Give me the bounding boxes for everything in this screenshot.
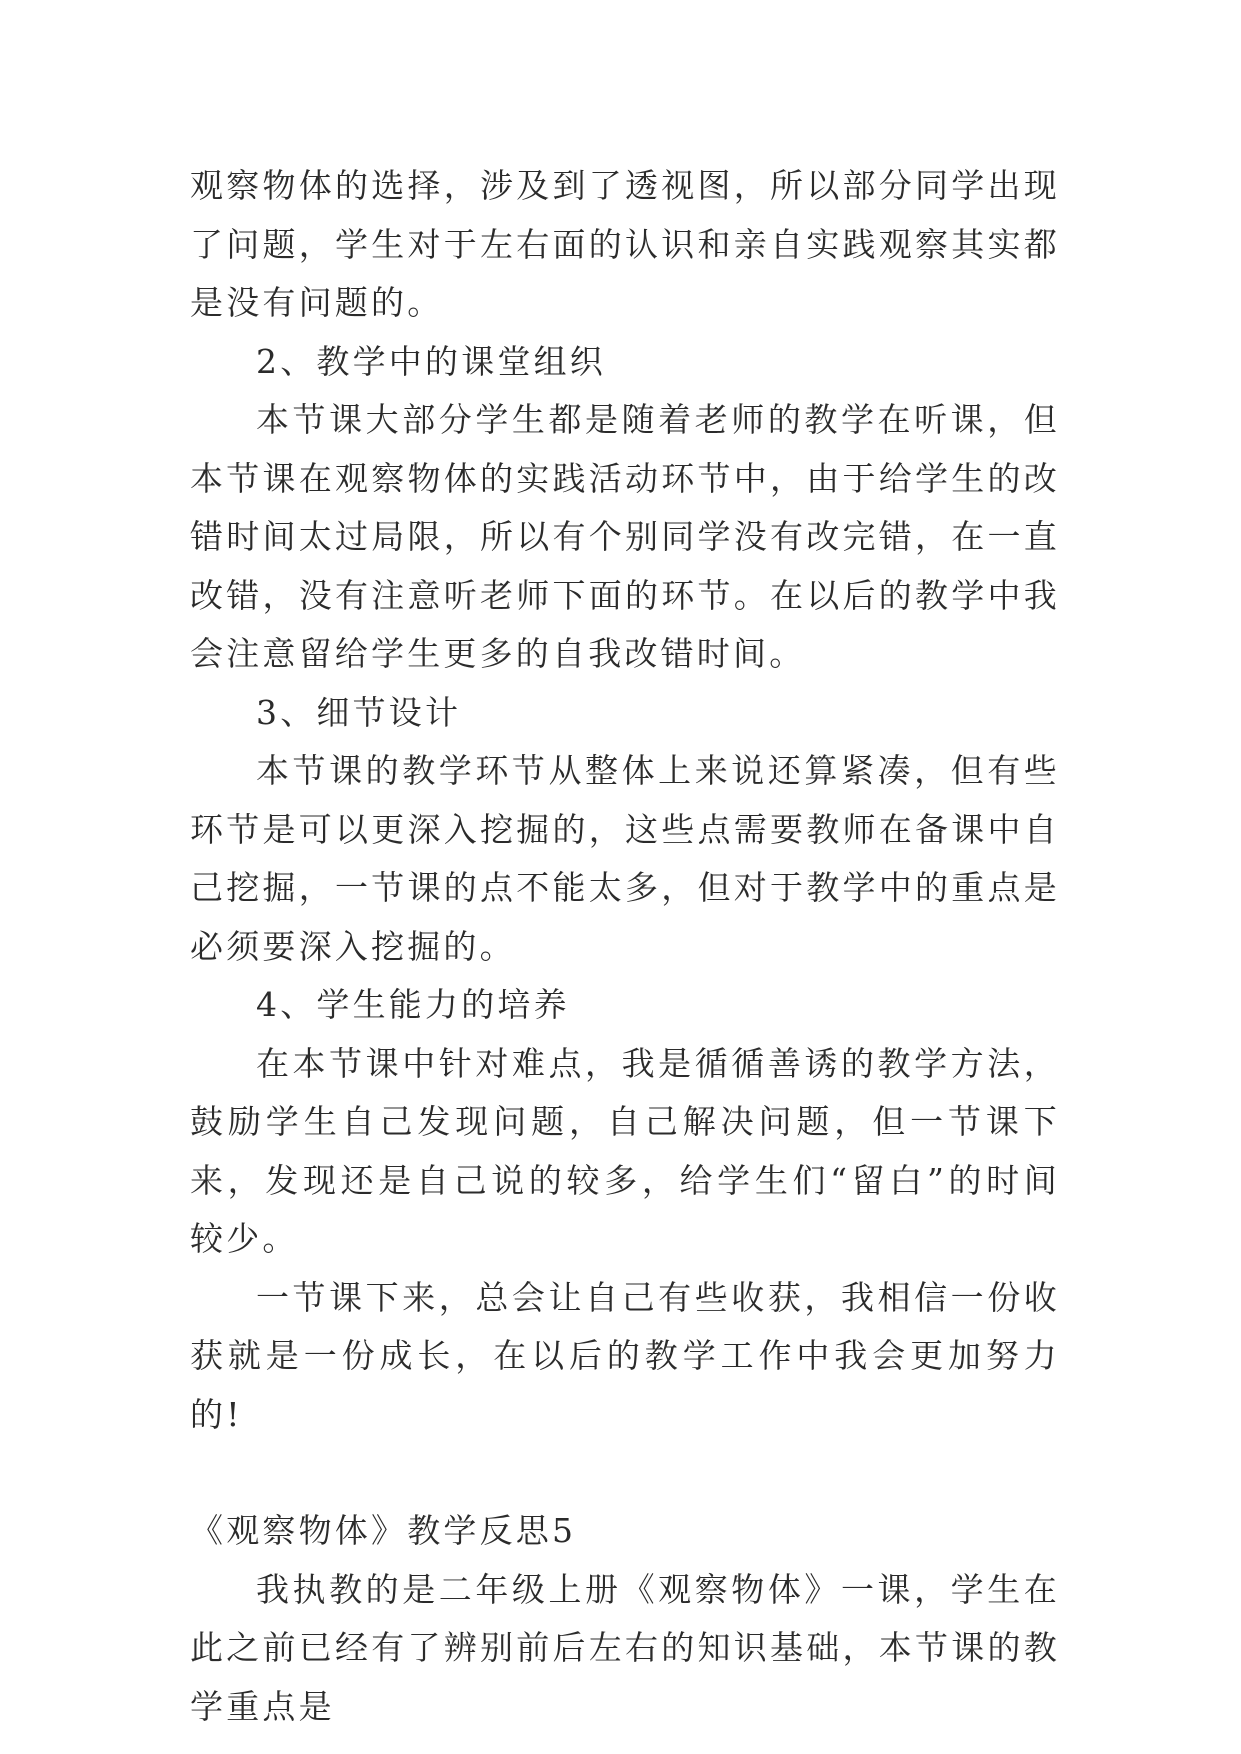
- paragraph-observation-choice: 观察物体的选择，涉及到了透视图，所以部分同学出现了问题，学生对于左右面的认识和亲自实践观察其实都是没有问题的。: [190, 166, 1060, 322]
- paragraph-section-intro: 我执教的是二年级上册《观察物体》一课，学生在此之前已经有了辨别前后左右的知识基础，本节课的教学重点是: [190, 1569, 1060, 1726]
- heading-detail-design: 3、细节设计: [256, 692, 462, 732]
- section-title: 《观察物体》教学反思5: [190, 1511, 577, 1550]
- paragraph-classroom-organization: 本节课大部分学生都是随着老师的教学在听课，但本节课在观察物体的实践活动环节中，由于给学生的改错时间太过局限，所以有个别同学没有改完错，在一直改错，没有注意听老师下面的环节。在以后的教学中我会注意留给学生更多的自我改错时间。: [190, 400, 1060, 673]
- heading-ability-cultivation: 4、学生能力的培养: [256, 985, 570, 1024]
- heading-classroom-organization: 2、教学中的课堂组织: [256, 341, 606, 381]
- paragraph-detail-design: 本节课的教学环节从整体上来说还算紧凑，但有些环节是可以更深入挖掘的，这些点需要教师在备课中自己挖掘，一节课的点不能太多，但对于教学中的重点是必须要深入挖掘的。: [190, 751, 1060, 966]
- paragraph-ability-cultivation: 在本节课中针对难点，我是循循善诱的教学方法，鼓励学生自己发现问题，自己解决问题，但一节课下来，发现还是自己说的较多，给学生们“留白”的时间较少。: [190, 1043, 1060, 1258]
- document-body: [190, 157, 1060, 1736]
- paragraph-conclusion: 一节课下来，总会让自己有些收获，我相信一份收获就是一份成长，在以后的教学工作中我会更加努力的!: [190, 1277, 1060, 1434]
